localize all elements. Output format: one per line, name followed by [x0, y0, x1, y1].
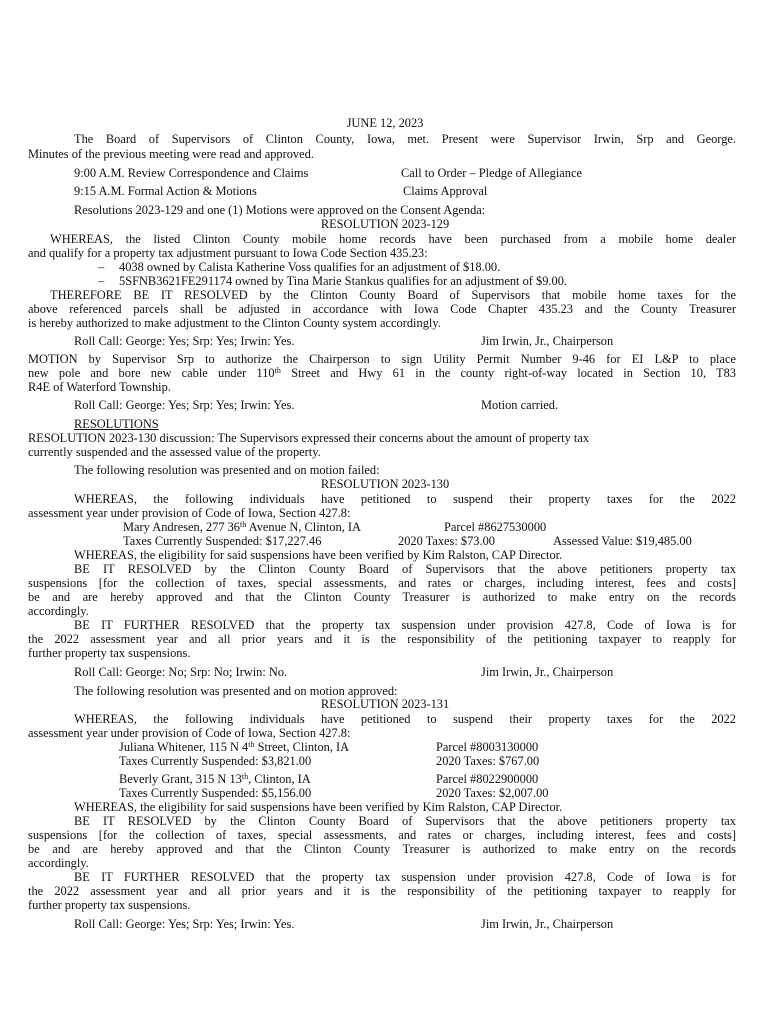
- agenda-item-claims-approval: Claims Approval: [403, 184, 488, 198]
- res130-verified: WHEREAS, the eligibility for said suspensions have been verified by Kim Ralston, CAP Director.: [74, 548, 563, 562]
- res129-whereas-line-2: and qualify for a property tax adjustment pursuant to Iowa Code Section 435.23:: [28, 246, 428, 260]
- res129-whereas-line-1: WHEREAS, the listed Clinton County mobile home records have been purchased from a mobile home dealer: [50, 232, 736, 246]
- petitioner-name-address: Mary Andresen, 277 36th Avenue N, Clinton, IA: [123, 520, 361, 534]
- agenda-item-formal-action: 9:15 A.M. Formal Action & Motions: [74, 184, 257, 198]
- res130-further-line-1: BE IT FURTHER RESOLVED that the property tax suspension under provision 427.8, Code of Iowa is for: [74, 618, 736, 632]
- petitioner-1-name-address: Juliana Whitener, 115 N 4th Street, Clinton, IA: [119, 740, 350, 754]
- petitioner-2020-taxes: 2020 Taxes: $73.00: [398, 534, 495, 548]
- res131-further-line-3: further property tax suspensions.: [28, 898, 191, 912]
- res131-whereas-line-1: WHEREAS, the following individuals have petitioned to suspend their property taxes for the 2022: [74, 712, 736, 726]
- consent-agenda-note: Resolutions 2023-129 and one (1) Motions were approved on the Consent Agenda:: [74, 203, 486, 217]
- res130-further-line-3: further property tax suspensions.: [28, 646, 191, 660]
- res130-presented-note: The following resolution was presented and on motion failed:: [74, 463, 380, 477]
- res131-whereas-line-2: assessment year under provision of Code of Iowa, Section 427.8:: [28, 726, 351, 740]
- intro-line-1: The Board of Supervisors of Clinton County, Iowa, met. Present were Supervisor Irwin, Srp and George.: [74, 132, 736, 146]
- res130-further-line-2: the 2022 assessment year and all prior years and it is the responsibility of the petitioning taxpayer to reapply for: [28, 632, 736, 646]
- motion-result: Motion carried.: [481, 398, 559, 412]
- petitioner-2-2020-taxes: 2020 Taxes: $2,007.00: [436, 786, 549, 800]
- res130-discussion-line-1: RESOLUTION 2023-130 discussion: The Supervisors expressed their concerns about the amount of property tax: [28, 431, 590, 445]
- bullet-dash: –: [98, 260, 105, 274]
- petitioner-1-parcel: Parcel #8003130000: [436, 740, 539, 754]
- petitioner-2-parcel: Parcel #8022900000: [436, 772, 539, 786]
- motion-roll-call: Roll Call: George: Yes; Srp: Yes; Irwin: Yes.: [74, 398, 295, 412]
- res131-signer: Jim Irwin, Jr., Chairperson: [481, 917, 614, 931]
- res130-roll-call: Roll Call: George: No; Srp: No; Irwin: No.: [74, 665, 288, 679]
- res129-therefore-line-2: above referenced parcels shall be adjusted in accordance with Iowa Code Chapter 435.23 and the County Treasurer: [28, 302, 736, 316]
- res130-whereas-line-2: assessment year under provision of Code of Iowa, Section 427.8:: [28, 506, 351, 520]
- res129-signer: Jim Irwin, Jr., Chairperson: [481, 334, 614, 348]
- resolution-130-title: RESOLUTION 2023-130: [320, 477, 450, 491]
- res131-resolved-line-1: BE IT RESOLVED by the Clinton County Board of Supervisors that the above petitioners property tax: [74, 814, 736, 828]
- res131-further-line-2: the 2022 assessment year and all prior years and it is the responsibility of the petitioning taxpayer to reapply for: [28, 884, 736, 898]
- res130-resolved-line-3: be and are hereby approved and that the Clinton County Treasurer is authorized to make entry on the records: [28, 590, 736, 604]
- res130-whereas-line-1: WHEREAS, the following individuals have petitioned to suspend their property taxes for the 2022: [74, 492, 736, 506]
- res131-resolved-line-3: be and are hereby approved and that the Clinton County Treasurer is authorized to make entry on the records: [28, 842, 736, 856]
- petitioner-1-taxes-suspended: Taxes Currently Suspended: $3,821.00: [119, 754, 312, 768]
- res129-bullet-1: 4038 owned by Calista Katherine Voss qualifies for an adjustment of $18.00.: [119, 260, 501, 274]
- petitioner-parcel: Parcel #8627530000: [444, 520, 547, 534]
- motion-line-2: new pole and bore new cable under 110th Street and Hwy 61 in the county right-of-way located in Section 10, T83: [28, 366, 737, 380]
- res131-presented-note: The following resolution was presented and on motion approved:: [74, 684, 398, 698]
- res131-roll-call: Roll Call: George: Yes; Srp: Yes; Irwin: Yes.: [74, 917, 295, 931]
- resolution-131-title: RESOLUTION 2023-131: [320, 697, 450, 711]
- res130-signer: Jim Irwin, Jr., Chairperson: [481, 665, 614, 679]
- res129-bullet-2: 5SFNB3621FE291174 owned by Tina Marie Stankus qualifies for an adjustment of $9.00.: [119, 274, 567, 288]
- res131-verified: WHEREAS, the eligibility for said suspensions have been verified by Kim Ralston, CAP Director.: [74, 800, 563, 814]
- res130-resolved-line-1: BE IT RESOLVED by the Clinton County Board of Supervisors that the above petitioners property tax: [74, 562, 736, 576]
- resolution-129-title: RESOLUTION 2023-129: [320, 217, 450, 231]
- res131-resolved-line-2: suspensions [for the collection of taxes, special assessments, and rates or charges, including interest, fees and costs]: [28, 828, 736, 842]
- petitioner-taxes-suspended: Taxes Currently Suspended: $17,227.46: [123, 534, 322, 548]
- bullet-dash: –: [98, 274, 105, 288]
- res130-discussion-line-2: currently suspended and the assessed value of the property.: [28, 445, 321, 459]
- petitioner-2-taxes-suspended: Taxes Currently Suspended: $5,156.00: [119, 786, 312, 800]
- intro-line-2: Minutes of the previous meeting were read and approved.: [28, 147, 314, 161]
- res131-further-line-1: BE IT FURTHER RESOLVED that the property tax suspension under provision 427.8, Code of Iowa is for: [74, 870, 736, 884]
- petitioner-assessed-value: Assessed Value: $19,485.00: [553, 534, 692, 548]
- petitioner-1-2020-taxes: 2020 Taxes: $767.00: [436, 754, 540, 768]
- petitioner-2-name-address: Beverly Grant, 315 N 13th, Clinton, IA: [119, 772, 311, 786]
- res129-therefore-line-1: THEREFORE BE IT RESOLVED by the Clinton County Board of Supervisors that mobile home taxes for the: [50, 288, 736, 302]
- res130-resolved-line-2: suspensions [for the collection of taxes, special assessments, and rates or charges, including interest, fees and costs]: [28, 576, 736, 590]
- motion-line-3: R4E of Waterford Township.: [28, 380, 171, 394]
- resolutions-heading: RESOLUTIONS: [74, 417, 159, 431]
- motion-line-1: MOTION by Supervisor Srp to authorize the Chairperson to sign Utility Permit Number 9-46 for EI L&P to place: [28, 352, 736, 366]
- res129-therefore-line-3: is hereby authorized to make adjustment to the Clinton County system accordingly.: [28, 316, 441, 330]
- res131-resolved-line-4: accordingly.: [28, 856, 89, 870]
- res130-resolved-line-4: accordingly.: [28, 604, 89, 618]
- res129-roll-call: Roll Call: George: Yes; Srp: Yes; Irwin: Yes.: [74, 334, 295, 348]
- meeting-date: JUNE 12, 2023: [346, 116, 424, 130]
- agenda-item-call-to-order: Call to Order – Pledge of Allegiance: [401, 166, 582, 180]
- agenda-item-review: 9:00 A.M. Review Correspondence and Claims: [74, 166, 309, 180]
